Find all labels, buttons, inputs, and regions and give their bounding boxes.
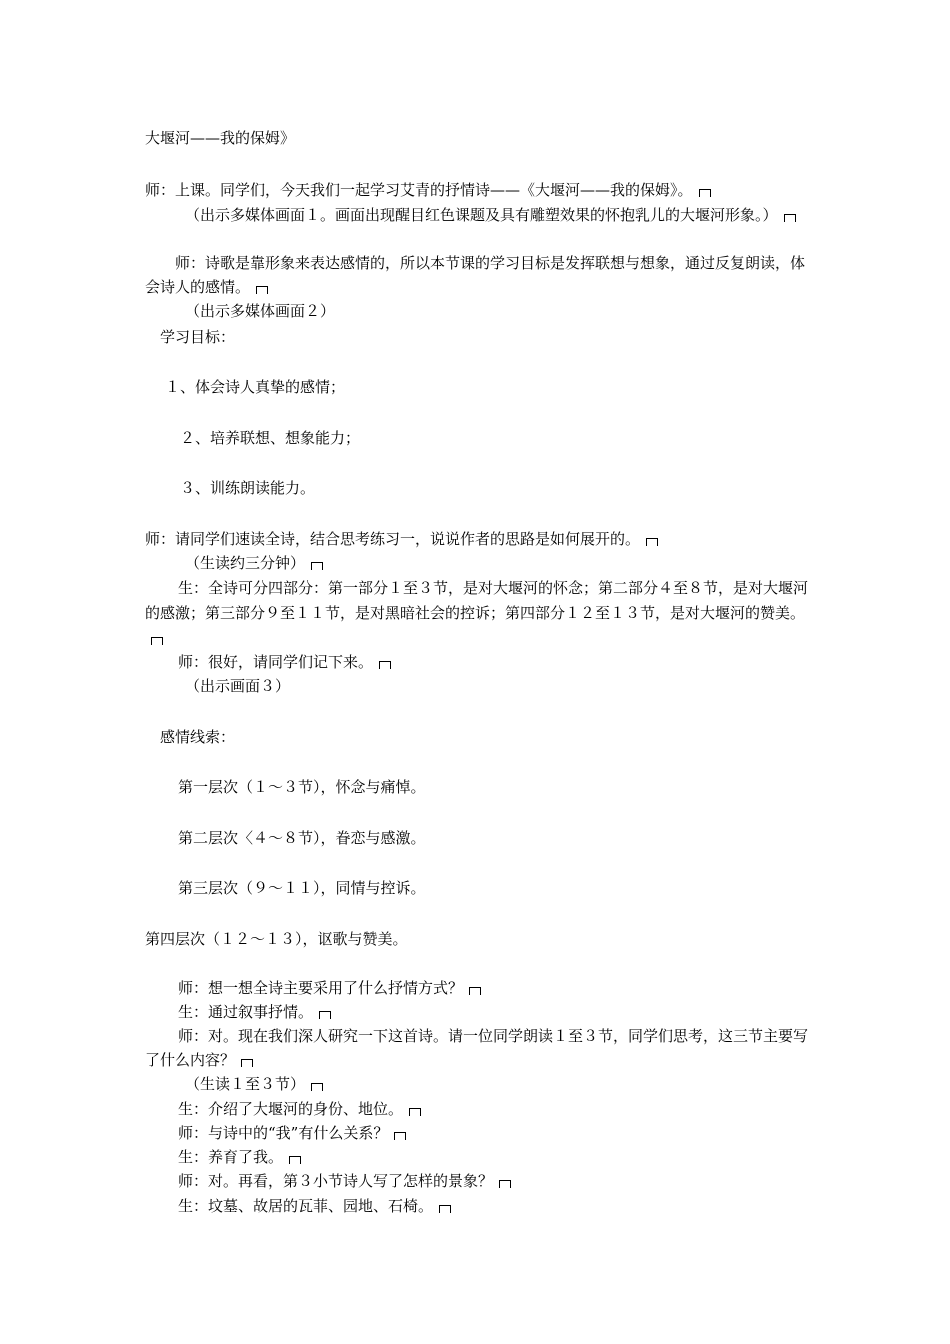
paragraph: 师：与诗中的“我”有什么关系？ (178, 1121, 810, 1145)
document-title: 大堰河——我的保姆》 (145, 129, 296, 147)
paragraph: （生读约三分钟） (185, 551, 810, 575)
paragraph-mark-icon (289, 1156, 301, 1164)
paragraph-mark-icon (379, 661, 391, 669)
paragraph: （出示画面３） (185, 677, 291, 695)
list-item: ３、训练朗读能力。 (180, 479, 316, 497)
list-item: １、体会诗人真挚的感情； (165, 378, 346, 396)
paragraph-mark-icon (311, 562, 323, 570)
list-item: 第四层次（１２～１３），讴歌与赞美。 (145, 930, 408, 948)
paragraph-mark-icon (151, 637, 163, 645)
paragraph: 师：对。再看，第３小节诗人写了怎样的景象？ (178, 1169, 810, 1193)
paragraph-mark-icon (499, 1180, 511, 1188)
paragraph-mark-icon (699, 189, 711, 197)
paragraph: （出示多媒体画面１。画面出现醒目红色课题及具有雕塑效果的怀抱乳儿的大堰河形象。） (145, 203, 810, 227)
paragraph: 生：通过叙事抒情。 (178, 1000, 810, 1024)
paragraph-mark-icon (394, 1132, 406, 1140)
paragraph: （出示多媒体画面２） (185, 302, 336, 320)
list-item: 第二层次〈４～８节），眷恋与感激。 (178, 829, 426, 847)
heading-emotion-clues: 感情线索： (160, 728, 236, 746)
paragraph-mark-icon (469, 987, 481, 995)
paragraph: 生：坟墓、故居的瓦菲、园地、石椅。 (178, 1194, 810, 1218)
paragraph-mark-icon (319, 1011, 331, 1019)
paragraph: 生：养育了我。 (178, 1145, 810, 1169)
paragraph: 师：上课。同学们，今天我们一起学习艾青的抒情诗——《大堰河——我的保姆》。 (145, 178, 810, 202)
paragraph-mark-icon (409, 1108, 421, 1116)
paragraph: 师：想一想全诗主要采用了什么抒情方式？ (178, 976, 810, 1000)
heading-learning-goals: 学习目标： (160, 328, 236, 346)
paragraph-mark-icon (311, 1083, 323, 1091)
list-item: 第三层次（９～１１），同情与控诉。 (178, 879, 426, 897)
paragraph: 师：请同学们速读全诗，结合思考练习一，说说作者的思路是如何展开的。 (145, 527, 810, 551)
paragraph: 生：介绍了大堰河的身份、地位。 (178, 1097, 810, 1121)
paragraph: 师：很好，请同学们记下来。 (178, 650, 810, 674)
list-item: 第一层次（１～３节），怀念与痛悼。 (178, 778, 426, 796)
paragraph-mark-icon (256, 286, 268, 294)
paragraph-mark-icon (439, 1205, 451, 1213)
paragraph-mark-icon (241, 1059, 253, 1067)
paragraph-mark-icon (646, 538, 658, 546)
paragraph-mark-icon (784, 214, 796, 222)
paragraph: 生：全诗可分四部分：第一部分１至３节，是对大堰河的怀念；第二部分４至８节，是对大堰河的感激；第三部分９至１１节，是对黑暗社会的控诉；第四部分１２至１３节，是对大堰河的赞美。 (145, 576, 810, 651)
paragraph: 师：对。现在我们深人研究一下这首诗。请一位同学朗读１至３节，同学们思考，这三节主要写了什么内容？ (145, 1027, 809, 1069)
paragraph: （生读１至３节） (185, 1072, 810, 1096)
paragraph: 师：诗歌是靠形象来表达感情的，所以本节课的学习目标是发挥联想与想象，通过反复朗读，体会诗人的感情。 (145, 254, 806, 296)
list-item: ２、培养联想、想象能力； (180, 429, 361, 447)
